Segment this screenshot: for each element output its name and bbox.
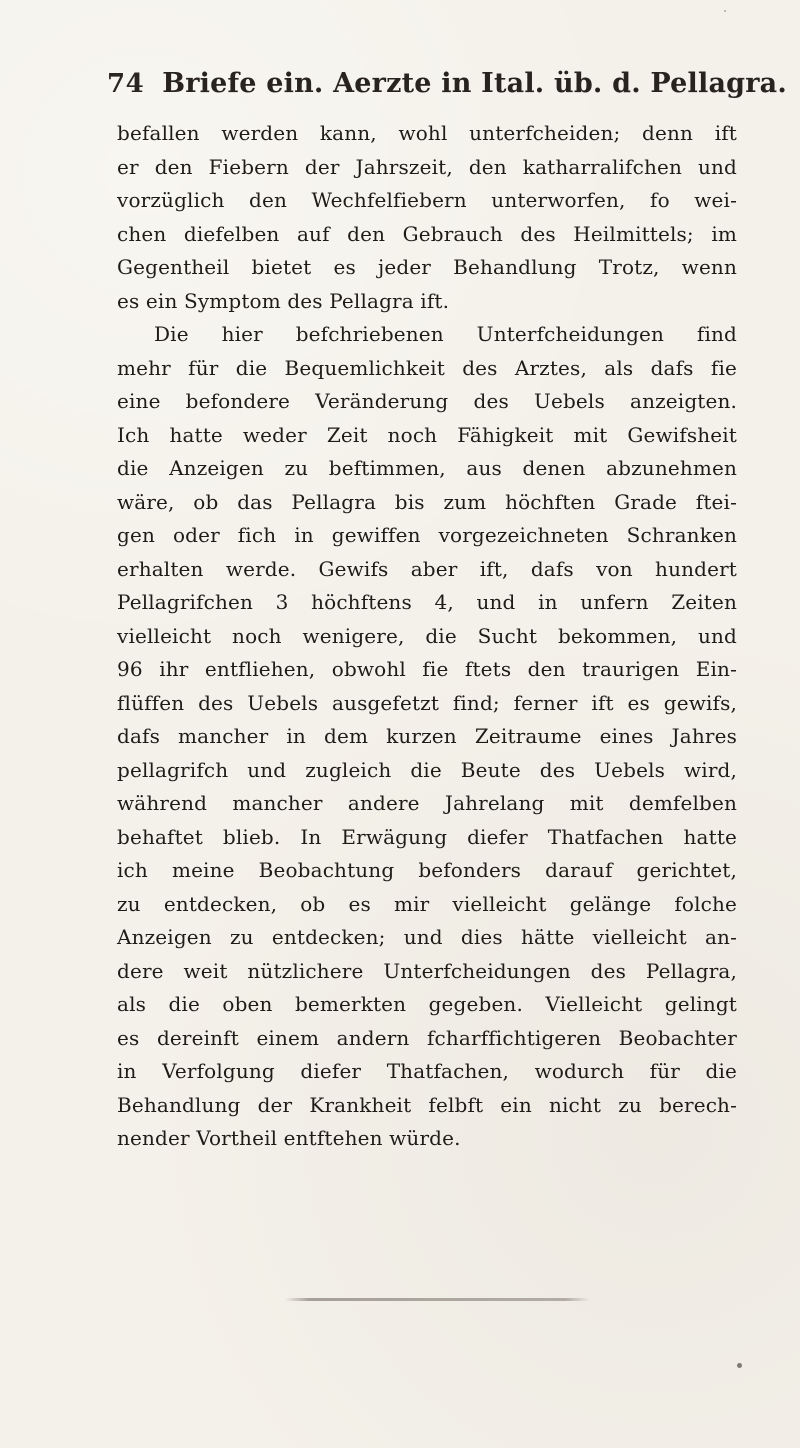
page-header bbox=[107, 68, 787, 108]
text-line: 96 ihr entfliehen, obwohl fie ftets den traurigen Ein- bbox=[117, 657, 737, 681]
paper-speck bbox=[724, 10, 726, 12]
text-line: flüffen des Uebels ausgefetzt find; ferner ift es gewifs, bbox=[117, 690, 737, 715]
running-title: Briefe ein. Aerzte in Ital. üb. d. Pellagra. bbox=[162, 68, 787, 99]
text-line: vielleicht noch wenigere, die Sucht bekommen, und bbox=[117, 623, 737, 648]
text-line: als die oben bemerkten gegeben. Vielleicht gelingt bbox=[117, 992, 737, 1016]
text-line: er den Fiebern der Jahrszeit, den katharralifchen und bbox=[117, 154, 737, 179]
text-line: Pellagrifchen 3 höchftens 4, und in unfern Zeiten bbox=[117, 590, 737, 614]
text-line: Behandlung der Krankheit felbft ein nicht zu berech- bbox=[117, 1092, 737, 1117]
paragraph-start-line: Die hier befchriebenen Unterfcheidungen find bbox=[154, 322, 737, 346]
body-text bbox=[117, 117, 737, 1156]
text-line: ich meine Beobachtung befonders darauf gerichtet, bbox=[117, 858, 737, 882]
text-line: nender Vortheil entftehen würde. bbox=[117, 1126, 461, 1150]
page-number: 74 bbox=[107, 69, 145, 99]
text-line: mehr für die Bequemlichkeit des Arztes, als dafs fie bbox=[117, 355, 737, 380]
text-line: eine befondere Veränderung des Uebels anzeigten. bbox=[117, 389, 737, 413]
text-line: in Verfolgung diefer Thatfachen, wodurch für die bbox=[117, 1059, 737, 1083]
text-line: behaftet blieb. In Erwägung diefer Thatfachen hatte bbox=[117, 824, 737, 849]
text-line: vorzüglich den Wechfelfiebern unterworfen, fo wei- bbox=[117, 188, 737, 212]
text-line: befallen werden kann, wohl unterfcheiden; denn ift bbox=[117, 121, 737, 145]
decorative-rule bbox=[285, 1298, 590, 1301]
text-line: pellagrifch und zugleich die Beute des Uebels wird, bbox=[117, 757, 737, 782]
text-line: zu entdecken, ob es mir vielleicht gelänge folche bbox=[117, 891, 737, 916]
paper-speck bbox=[737, 1363, 742, 1368]
text-line: dere weit nützlichere Unterfcheidungen des Pellagra, bbox=[117, 958, 737, 983]
text-line: wäre, ob das Pellagra bis zum höchften Grade ftei- bbox=[117, 489, 737, 514]
text-line: es dereinft einem andern fcharffichtigeren Beobachter bbox=[117, 1025, 737, 1050]
text-line: chen diefelben auf den Gebrauch des Heilmittels; im bbox=[117, 221, 737, 246]
text-line: Gegentheil bietet es jeder Behandlung Trotz, wenn bbox=[117, 255, 737, 279]
text-line: Anzeigen zu entdecken; und dies hätte vielleicht an- bbox=[117, 925, 737, 949]
text-line: es ein Symptom des Pellagra ift. bbox=[117, 288, 450, 313]
text-line: erhalten werde. Gewifs aber ift, dafs von hundert bbox=[117, 556, 737, 581]
text-line: dafs mancher in dem kurzen Zeitraume eines Jahres bbox=[117, 724, 737, 748]
text-line: während mancher andere Jahrelang mit demfelben bbox=[117, 791, 737, 815]
text-line: die Anzeigen zu beftimmen, aus denen abzunehmen bbox=[117, 456, 737, 480]
text-line: gen oder fich in gewiffen vorgezeichneten Schranken bbox=[117, 523, 737, 547]
text-line: Ich hatte weder Zeit noch Fähigkeit mit Gewifsheit bbox=[117, 422, 737, 447]
